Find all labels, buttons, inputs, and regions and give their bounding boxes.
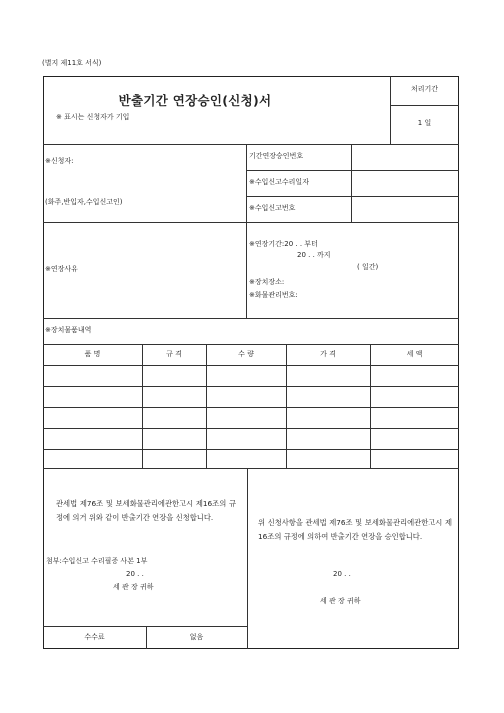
divider [142, 344, 143, 468]
divider [247, 468, 248, 649]
divider [43, 144, 459, 145]
processing-period-label: 처리기간 [410, 85, 439, 93]
extension-reason-label: ※연장사유 [45, 265, 78, 273]
extension-period-to: 20 . . 까지 [297, 251, 331, 259]
divider [370, 344, 371, 468]
processing-period-value: 1 일 [417, 119, 432, 127]
divider [206, 344, 207, 468]
import-report-number-label: ※수입신고번호 [249, 204, 296, 212]
application-statement: 관세법 제76조 및 보세화물관리에관한고시 제16조의 규정에 의거 위와 같이 반출기간 연장을 신청합니다. [56, 499, 236, 522]
approval-statement: 위 신청사항을 관세법 제76조 및 보세화물관리에관한고시 제16조의 규정에 의하여 반출기간 연장을 승인합니다. [258, 518, 452, 541]
fee-value: 없음 [189, 633, 204, 641]
applicant-sub-label: (화주,반입자,수입신고인) [45, 198, 123, 206]
column-header-price: 가 격 [320, 350, 336, 358]
cargo-management-number-label: ※화물관리번호: [249, 291, 298, 299]
divider [246, 144, 247, 318]
divider [43, 407, 459, 408]
applicant-label: ※신청자: [45, 157, 74, 165]
divider [43, 626, 247, 627]
storage-location-label: ※장치장소: [249, 278, 285, 286]
approval-number-label: 기간연장승인번호 [249, 152, 304, 160]
goods-section-label: ※장치물품내역 [45, 326, 92, 334]
form-note: ※ 표시는 신청자가 기입 [56, 113, 130, 121]
divider [246, 170, 459, 171]
column-header-spec: 규 격 [166, 350, 182, 358]
divider [43, 344, 459, 345]
divider [351, 144, 352, 222]
divider [43, 318, 459, 319]
extension-period-days: ( 일간) [357, 263, 379, 271]
divider [43, 428, 459, 429]
form-number: (별지 제11호 서식) [42, 59, 102, 67]
form-title: 반출기간 연장승인(신청)서 [118, 93, 272, 108]
divider [246, 196, 459, 197]
divider [43, 386, 459, 387]
approval-authority: 세 관 장 귀하 [320, 597, 361, 605]
acceptance-date-label: ※수입신고수리일자 [249, 178, 309, 186]
extension-period-from: ※연장기간:20 . . 부터 [249, 240, 318, 248]
divider [390, 105, 459, 106]
divider [43, 468, 459, 469]
application-date: 20 . . [126, 570, 144, 578]
fee-label: 수수료 [84, 633, 105, 641]
divider [286, 344, 287, 468]
column-header-quantity: 수 량 [238, 350, 254, 358]
approval-date: 20 . . [333, 570, 351, 578]
column-header-item: 품 명 [84, 350, 101, 358]
application-addressee: 세 관 장 귀하 [113, 583, 154, 591]
attachment-note: 첨부:수입신고 수리필증 사본 1부 [46, 557, 148, 565]
divider [43, 449, 459, 450]
divider [43, 365, 459, 366]
column-header-tax: 세 액 [406, 350, 423, 358]
divider [43, 222, 459, 223]
